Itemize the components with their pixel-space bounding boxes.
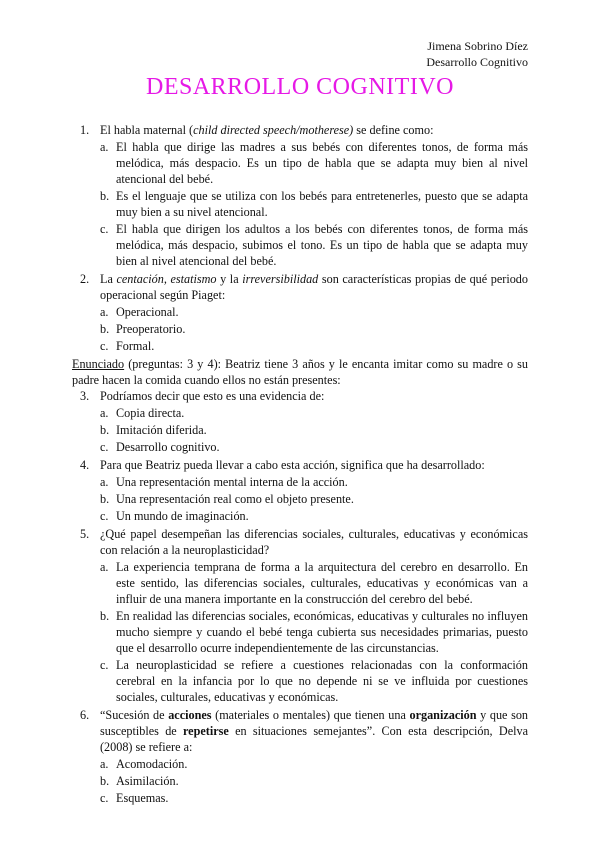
- question-number: 3.: [80, 389, 90, 403]
- question-text: se define como:: [353, 123, 434, 137]
- option-letter: a.: [100, 475, 109, 489]
- option-a: [72, 559, 528, 607]
- enunciado-text: (preguntas: 3 y 4): Beatriz tiene 3 años y le encanta imitar como su madre o su padre hacen la comida cuando ellos no están presentes:: [72, 357, 528, 387]
- question-text: y la: [216, 272, 243, 286]
- options-list: [72, 756, 528, 806]
- option-text: Acomodación.: [116, 757, 188, 771]
- option-text: Formal.: [116, 339, 155, 353]
- option-text: Un mundo de imaginación.: [116, 509, 249, 523]
- enunciado-label: Enunciado: [72, 357, 125, 371]
- options-list: [72, 405, 528, 455]
- question-number: 5.: [80, 527, 90, 541]
- question-number: 4.: [80, 458, 90, 472]
- option-letter: a.: [100, 560, 109, 574]
- question-text-bold: repetirse: [182, 724, 229, 738]
- option-text: Desarrollo cognitivo.: [116, 440, 220, 454]
- author-name: Jimena Sobrino Díez: [427, 39, 528, 53]
- option-b: [72, 321, 528, 337]
- enunciado-paragraph: [72, 356, 528, 388]
- option-c: [72, 221, 528, 269]
- page-header: [426, 38, 528, 70]
- option-text: Una representación real como el objeto presente.: [116, 492, 354, 506]
- question-text: “Sucesión de: [100, 708, 169, 722]
- question-text: La: [100, 272, 117, 286]
- option-b: [72, 491, 528, 507]
- subject-name: Desarrollo Cognitivo: [426, 55, 528, 69]
- option-text: El habla que dirigen los adultos a los bebés con diferentes tonos, de forma más melódica, más despacio, subimos el tono. Es un tipo de habla que se adapta muy bien al nivel atencional del bebé.: [116, 222, 528, 268]
- option-letter: c.: [100, 658, 109, 672]
- question-list: [72, 122, 528, 808]
- option-text: Preoperatorio.: [116, 322, 186, 336]
- question-6: [72, 707, 528, 755]
- option-text: Asimilación.: [116, 774, 179, 788]
- option-letter: b.: [100, 322, 110, 336]
- option-text: Es el lenguaje que se utiliza con los bebés para entretenerles, puesto que se adapta muy bien a su nivel atencional.: [116, 189, 528, 219]
- option-letter: c.: [100, 509, 109, 523]
- option-text: La neuroplasticidad se refiere a cuestiones relacionadas con la conformación cerebral en la infancia por lo que no depende ni se ve influida por cuestiones sociales, culturales, educativas y económicas.: [116, 658, 528, 704]
- question-text: (materiales o mentales) que tienen una: [211, 708, 410, 722]
- question-text: y que son susceptibles de: [100, 708, 529, 738]
- question-number: 1.: [80, 123, 90, 137]
- question-text-italic: child directed speech/motherese): [193, 123, 354, 137]
- option-a: [72, 304, 528, 320]
- document-title: DESARROLLO COGNITIVO: [146, 74, 454, 100]
- question-text: Podríamos decir que esto es una evidencia de:: [100, 389, 325, 403]
- options-list: [72, 474, 528, 524]
- option-a: [72, 139, 528, 187]
- option-c: [72, 338, 528, 354]
- option-c: [72, 508, 528, 524]
- option-letter: b.: [100, 774, 110, 788]
- option-text: Operacional.: [116, 305, 179, 319]
- option-c: [72, 657, 528, 705]
- option-letter: a.: [100, 757, 109, 771]
- option-letter: a.: [100, 305, 109, 319]
- question-1: [72, 122, 528, 138]
- option-letter: c.: [100, 440, 109, 454]
- question-5: [72, 526, 528, 558]
- option-letter: c.: [100, 791, 109, 805]
- option-letter: b.: [100, 492, 110, 506]
- question-3: [72, 388, 528, 404]
- option-b: [72, 773, 528, 789]
- question-number: 2.: [80, 272, 90, 286]
- question-2: [72, 271, 528, 303]
- options-list: [72, 559, 528, 705]
- option-c: [72, 790, 528, 806]
- option-letter: b.: [100, 609, 110, 623]
- question-text-italic: irreversibilidad: [242, 272, 319, 286]
- option-b: [72, 188, 528, 220]
- question-text: en situaciones semejantes”. Con esta descripción, Delva (2008) se refiere a:: [100, 724, 528, 754]
- option-b: [72, 422, 528, 438]
- option-text: En realidad las diferencias sociales, económicas, educativas y culturales no influyen mucho siempre y cuando el bebé tenga cubierta sus necesidades primarias, puesto que el desarrollo ocurre independientemente de las circunstancias.: [116, 609, 528, 655]
- question-text: son características propias de qué periodo operacional según Piaget:: [100, 272, 528, 302]
- option-c: [72, 439, 528, 455]
- option-a: [72, 756, 528, 772]
- question-text-bold: acciones: [168, 708, 212, 722]
- question-text-italic: centación, estatismo: [116, 272, 217, 286]
- question-text: Para que Beatriz pueda llevar a cabo esta acción, significa que ha desarrollado:: [100, 458, 485, 472]
- option-text: Esquemas.: [116, 791, 169, 805]
- option-a: [72, 405, 528, 421]
- option-letter: a.: [100, 140, 109, 154]
- option-letter: c.: [100, 222, 109, 236]
- option-letter: c.: [100, 339, 109, 353]
- question-text: El habla maternal (: [100, 123, 194, 137]
- options-list: [72, 139, 528, 269]
- options-list: [72, 304, 528, 354]
- option-text: Imitación diferida.: [116, 423, 207, 437]
- option-b: [72, 608, 528, 656]
- option-a: [72, 474, 528, 490]
- option-text: El habla que dirige las madres a sus bebés con diferentes tonos, de forma más melódica, más despacio. Es un tipo de habla que se adapta muy bien al nivel atencional del bebé.: [116, 140, 528, 186]
- question-4: [72, 457, 528, 473]
- question-text-bold: organización: [409, 708, 477, 722]
- question-number: 6.: [80, 708, 90, 722]
- option-text: Copia directa.: [116, 406, 185, 420]
- option-letter: b.: [100, 423, 110, 437]
- option-letter: a.: [100, 406, 109, 420]
- question-text: ¿Qué papel desempeñan las diferencias sociales, culturales, educativas y económicas con relación a la neuroplasticidad?: [100, 527, 528, 557]
- option-text: Una representación mental interna de la acción.: [116, 475, 348, 489]
- option-letter: b.: [100, 189, 110, 203]
- option-text: La experiencia temprana de forma a la arquitectura del cerebro en desarrollo. En este sentido, las diferencias sociales, culturales, educativas y económicas van a influir de una manera importante en la construcción del cerebro del bebé.: [116, 560, 528, 606]
